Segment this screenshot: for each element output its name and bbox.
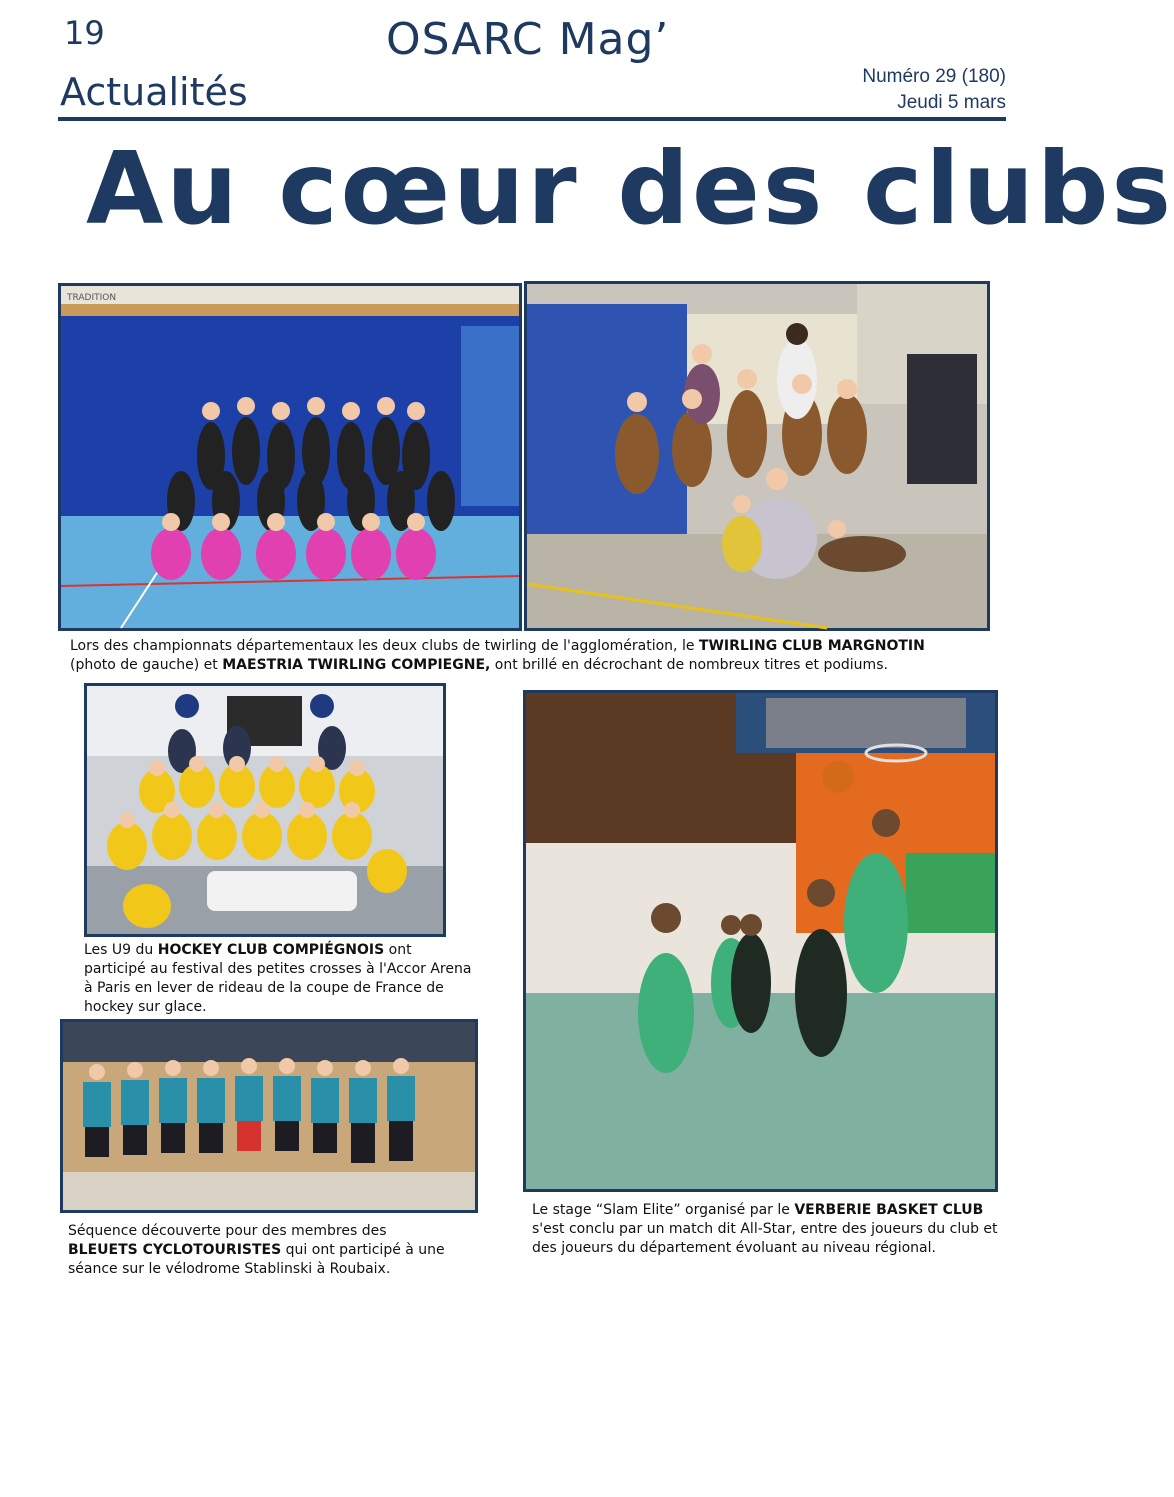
photo-cyclotouristes [60, 1019, 478, 1213]
caption-text: qui ont participé à une séance sur le vélodrome Stablinski à Roubaix. [68, 1242, 445, 1277]
caption-hockey [84, 941, 472, 1017]
photo-basket [523, 690, 998, 1192]
caption-text: ont participé au festival des petites crosses à l'Accor Arena à Paris en lever de rideau de la coupe de France de hockey sur glace. [84, 942, 472, 1015]
banner-text: TRADITION [67, 293, 117, 303]
photo-twirling-margnotin [58, 283, 522, 631]
club-name-verberie: VERBERIE BASKET CLUB [794, 1202, 984, 1218]
header-rule [58, 117, 1006, 121]
section-title: Actualités [60, 70, 248, 114]
club-name-bleuets: BLEUETS CYCLOTOURISTES [68, 1242, 282, 1258]
page-number: 19 [64, 14, 105, 52]
club-name-maestria: MAESTRIA TWIRLING COMPIEGNE, [222, 657, 491, 673]
page-headline: Au cœur des clubs [86, 130, 1174, 247]
caption-text: ont brillé en décrochant de nombreux titres et podiums. [490, 657, 888, 673]
photo-hockey [84, 683, 446, 937]
club-name-margnotin: TWIRLING CLUB MARGNOTIN [698, 638, 925, 654]
issue-number: Numéro 29 (180) [862, 66, 1006, 87]
caption-text: Les U9 du [84, 942, 158, 958]
caption-text: Lors des championnats départementaux les deux clubs de twirling de l'agglomération, le [70, 638, 699, 654]
magazine-title: OSARC Mag’ [386, 14, 670, 65]
caption-text: Le stage “Slam Elite” organisé par le [532, 1202, 795, 1218]
caption-text: s'est conclu par un match dit All-Star, entre des joueurs du club et des joueurs du département évoluant au niveau régional. [532, 1221, 998, 1256]
club-name-hockey: HOCKEY CLUB COMPIÉGNOIS [157, 942, 385, 958]
issue-date: Jeudi 5 mars [897, 92, 1006, 113]
caption-basket [532, 1201, 1004, 1258]
photo-twirling-compiegne [524, 281, 990, 631]
caption-cyclotouristes [68, 1222, 448, 1279]
caption-text: Séquence découverte pour des membres des [68, 1223, 387, 1239]
caption-text: (photo de gauche) et [70, 657, 223, 673]
caption-twirling [70, 637, 970, 675]
issue-info [862, 64, 1006, 116]
